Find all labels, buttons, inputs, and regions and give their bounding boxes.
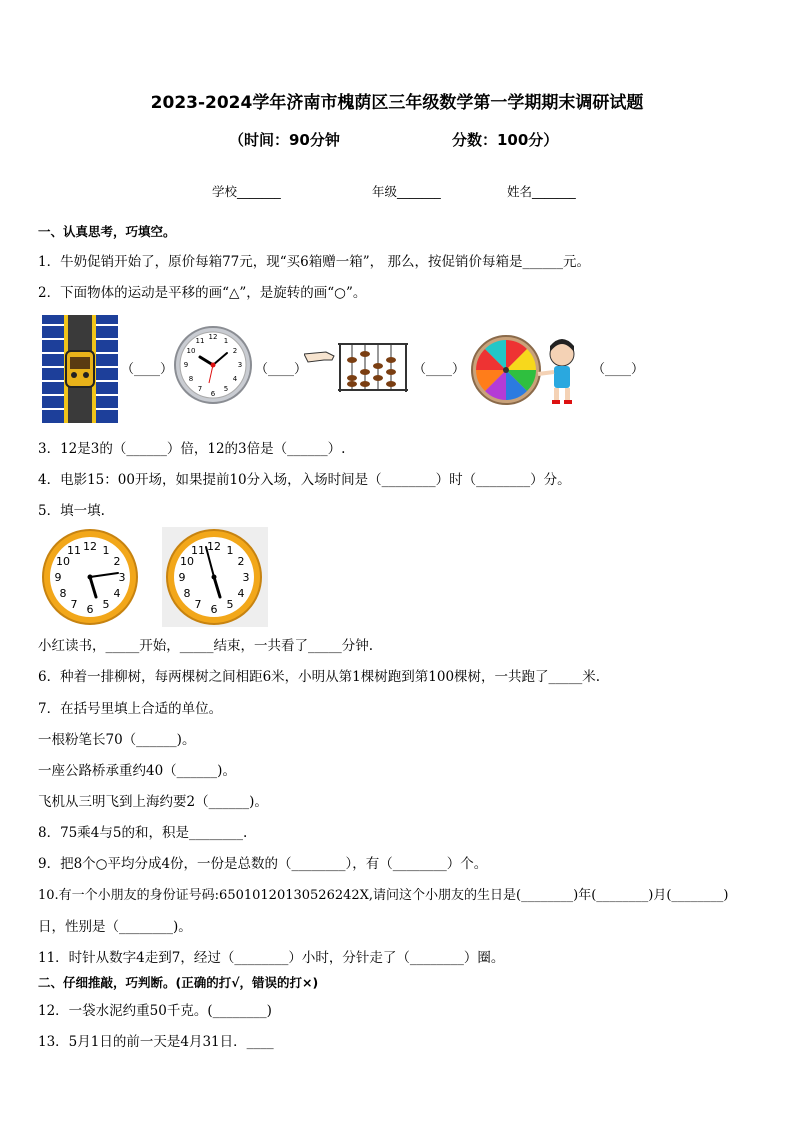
clock-numeral: 9 [54,571,62,584]
question-3: 3．12是3的（______）倍，12的3倍是（______）. [38,441,346,457]
end-clock-image [162,527,268,627]
abacus-image [304,340,410,396]
clock-numeral: 10 [186,347,196,355]
clock-numeral: 5 [226,598,234,611]
elevator-image [42,315,118,423]
spinning-wheel-image [470,334,588,406]
school-field[interactable]: 学校_______ [212,184,281,199]
clock-numeral: 3 [242,571,250,584]
clock-numeral: 4 [237,587,245,600]
clock-numeral: 2 [237,555,245,568]
clock-numeral: 11 [195,337,205,345]
question-9: 9．把8个○平均分成4份，一份是总数的（________），有（________）个。 [38,856,488,872]
question-5: 5．填一填. [38,503,105,519]
clock-numeral: 11 [67,544,81,557]
answer-blank[interactable]: （____） [592,362,645,377]
exam-time: （时间：90分钟 [229,131,340,149]
clock-numeral: 8 [59,587,67,600]
section-2-heading: 二、仔细推敲，巧判断。(正确的打√，错误的打×) [38,975,319,990]
question-6: 6．种着一排柳树，每两棵树之间相距6米，小明从第1棵树跑到第100棵树，一共跑了_____米. [38,669,601,685]
question-10-line1: 10.有一个小朋友的身份证号码:65010120130526242X,请问这个小朋友的生日是(________)年(________)月(________) [38,888,729,903]
start-clock-image [40,527,140,627]
question-11: 11．时针从数字4走到7，经过（________）小时，分针走了（________）圈。 [38,950,505,966]
clock-numeral: 12 [208,333,218,341]
clock-numeral: 3 [237,361,243,369]
grade-field[interactable]: 年级_______ [372,184,441,199]
question-2: 2．下面物体的运动是平移的画“△”，是旋转的画“○”。 [38,285,367,301]
clock-numeral: 6 [210,390,216,398]
clock-numeral: 3 [118,571,126,584]
clock-numeral: 12 [207,540,221,553]
question-13: 13．5月1日的前一天是4月31日．____ [38,1034,274,1050]
clock-numeral: 8 [188,375,194,383]
clock-numeral: 9 [178,571,186,584]
clock-numeral: 2 [113,555,121,568]
clock-numeral: 11 [191,544,205,557]
question-7b: 一座公路桥承重约40（______)。 [38,763,236,779]
clock-numeral: 2 [232,347,238,355]
clock-numeral: 5 [102,598,110,611]
answer-blank[interactable]: （____） [255,362,308,377]
question-10-line2: 日，性别是（________)。 [38,919,192,935]
question-4: 4．电影15：00开场，如果提前10分入场，入场时间是（________）时（________）分。 [38,472,571,488]
clock-numeral: 1 [226,544,234,557]
clock-numeral: 10 [56,555,70,568]
section-1-heading: 一、认真思考，巧填空。 [38,224,176,239]
clock-numeral: 6 [86,603,94,616]
question-7c: 飞机从三明飞到上海约要2（______)。 [38,794,268,810]
question-12: 12．一袋水泥约重50千克。(________) [38,1003,272,1019]
page-title: 2023-2024学年济南市槐荫区三年级数学第一学期期末调研试题 [150,93,644,113]
clock-numeral: 9 [183,361,189,369]
clock-numeral: 10 [180,555,194,568]
clock-numeral: 1 [223,337,229,345]
question-7a: 一根粉笔长70（______)。 [38,732,196,748]
answer-blank[interactable]: （____） [413,362,466,377]
answer-blank[interactable]: （____） [121,362,174,377]
question-8: 8．75乘4与5的和，积是________. [38,825,248,841]
question-5-text: 小红读书，_____开始，_____结束，一共看了_____分钟. [38,638,374,654]
clock-numeral: 4 [232,375,238,383]
exam-score: 分数：100分） [452,131,559,149]
clock-image [173,325,253,405]
clock-numeral: 7 [197,385,203,393]
clock-numeral: 6 [210,603,218,616]
clock-numeral: 4 [113,587,121,600]
clock-numeral: 12 [83,540,97,553]
clock-numeral: 1 [102,544,110,557]
question-7: 7．在括号里填上合适的单位。 [38,701,223,717]
clock-numeral: 8 [183,587,191,600]
clock-numeral: 5 [223,385,229,393]
question-1: 1．牛奶促销开始了，原价每箱77元，现“买6箱赠一箱”， 那么，按促销价每箱是______元。 [38,254,590,270]
clock-numeral: 7 [194,598,202,611]
name-field[interactable]: 姓名_______ [507,184,576,199]
clock-numeral: 7 [70,598,78,611]
